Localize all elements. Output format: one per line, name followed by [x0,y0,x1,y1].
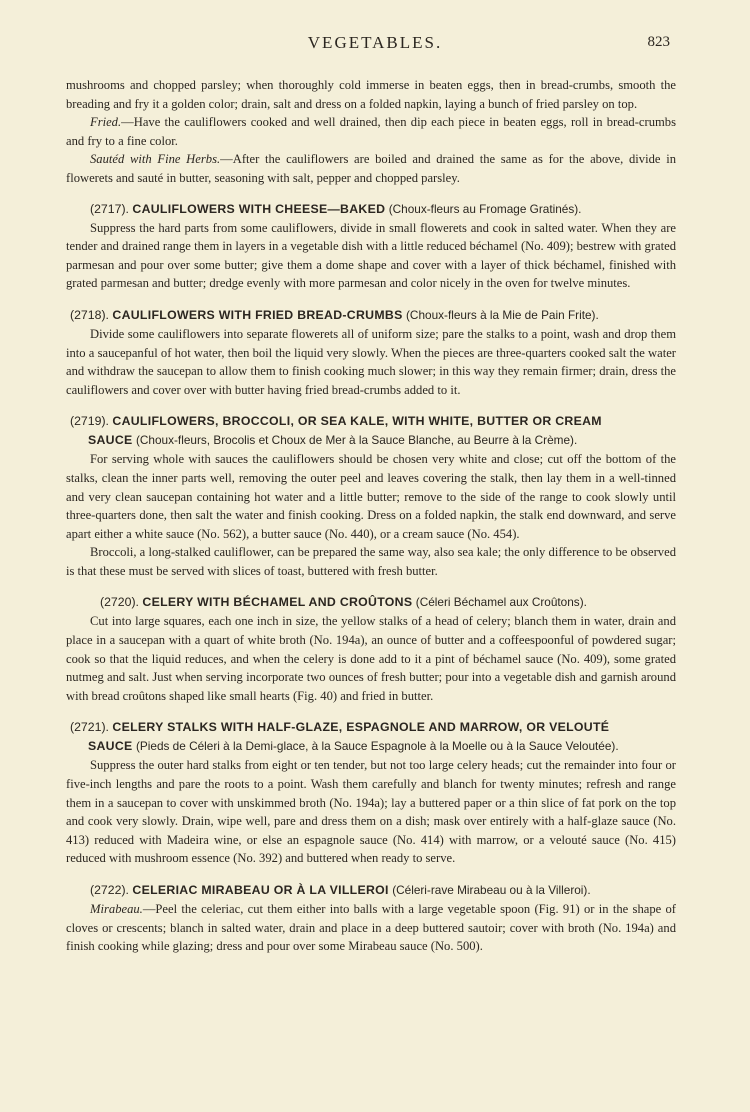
recipe-title-cont: SAUCE [88,739,133,754]
recipe-paragraph [66,900,676,956]
recipe-paragraph [66,543,676,580]
paragraph-text: Cut into large squares, each one inch in size, the yellow stalks of a head of celery; blanch them in water, drain and place in a saucepan with a quart of white broth (No. 194a), an ounce of butter and a coffeespoonful of powdered sugar; cook so that the liquid reduces, and when the celery is done add to it a pint of béchamel sauce (No. 409), some grated nutmeg and salt. Just when serving incorporate two ounces of fresh butter; pour into a vegetable dish and garnish around with bread croûtons shaped like small hearts (Fig. 40) and fried in butter. [66,614,676,703]
recipe-french-title: (Choux-fleurs à la Mie de Pain Frite). [406,307,599,322]
recipe-paragraph [66,756,676,868]
recipe-title-continuation [70,737,676,756]
paragraph-label: Fried. [90,115,122,130]
recipe-heading [66,593,676,612]
recipe-french-title: (Céleri Béchamel aux Croûtons). [415,595,587,610]
recipe-title: CAULIFLOWERS WITH FRIED BREAD-CRUMBS [112,307,403,322]
paragraph-text: Divide some cauliflowers into separate flowerets all of uniform size; pare the stalks to a point, wash and drop them into a saucepanful of hot water, then boil the liquid very slowly. When the pieces are three-quarters cooked salt the water and withdraw the saucepan to allow them to finish cooking much slower; in this way they remain firmer; drain, dress the cauliflowers and cover over with butter having fried bread-crumbs added to it. [66,326,676,397]
recipe-title: CELERY STALKS WITH HALF-GLAZE, ESPAGNOLE AND MARROW, OR VELOUTÉ [112,720,610,735]
recipe-paragraph [66,450,676,543]
paragraph-text: Broccoli, a long-stalked cauliflower, can be prepared the same way, also sea kale; the only difference to be observed is that these must be served with slices of toast, buttered with fresh butter. [66,545,676,578]
recipe-title-cont: SAUCE [88,433,133,448]
recipe-number: (2717). [90,201,129,216]
paragraph-text: —After the cauliflowers are boiled and drained the same as for the above, divide in flowerets and sauté in butter, seasoning with salt, pepper and chopped parsley. [66,152,676,185]
recipe-french-title: (Céleri-rave Mirabeau ou à la Villeroi). [392,883,591,897]
recipe-heading [66,412,676,450]
recipe-title: CELERIAC MIRABEAU OR À LA VILLEROI [132,883,389,897]
recipe-french-title: (Pieds de Céleri à la Demi-glace, à la Sauce Espagnole à la Moelle ou à la Sauce Veloutée). [135,739,619,754]
recipe-title-continuation [70,431,676,450]
paragraph-text: —Have the cauliflowers cooked and well drained, then dip each piece in beaten eggs, roll in bread-crumbs and fry to a fine color. [66,115,676,148]
recipe-heading [66,718,676,756]
recipe-heading [66,881,676,900]
paragraph-label: Sautéd with Fine Herbs. [90,152,221,167]
recipe-number: (2721). [70,720,109,735]
recipe-french-title: (Choux-fleurs au Fromage Gratinés). [388,201,582,216]
recipe-number: (2722). [90,883,129,897]
paragraph-text: —Peel the celeriac, cut them either into balls with a large vegetable spoon (Fig. 91) or in the shape of cloves or crescents; blanch in salted water, drain and place in a deep buttered sautoir; cover with broth (No. 194a) and finish cooking while glazing; dress and pour over some Mirabeau sauce (No. 500). [66,902,676,954]
page-number: 823 [647,34,670,50]
recipe-title: CELERY WITH BÉCHAMEL AND CROÛTONS [142,595,413,610]
paragraph-text: Suppress the outer hard stalks from eight or ten tender, but not too large celery heads; cut the remainder into four or five-inch lengths and pare the roots to a point. Wash them carefully and blanch for twenty minutes; refresh and range them in a saucepan to cover with unskimmed broth (No. 194a); lay a buttered paper or a thin slice of fat pork on the top and cook very slowly. Drain, wipe well, pare and dress them on a dish; mask over entirely with a half-glaze sauce (No. 413) reduced with Madeira wine, or else an espagnole sauce (No. 414) with marrow, or a velouté sauce (No. 415) reduced with mushroom essence (No. 392) and buttered when ready to serve. [66,758,676,866]
recipe-heading [66,306,676,325]
continuation-paragraph [66,76,676,113]
recipe-paragraph [66,219,676,293]
recipe-paragraph [66,612,676,705]
recipe-paragraph [66,325,676,399]
recipe-heading [66,200,676,219]
recipe-title: CAULIFLOWERS, BROCCOLI, OR SEA KALE, WITH WHITE, BUTTER OR CREAM [112,414,602,429]
continuation-paragraph [66,113,676,150]
continuation-paragraph [66,150,676,187]
recipe-number: (2720). [100,595,139,610]
recipe-title: CAULIFLOWERS WITH CHEESE—BAKED [132,201,386,216]
body-text [66,76,676,956]
recipe-number: (2718). [70,307,109,322]
recipe-french-title: (Choux-fleurs, Brocolis et Choux de Mer à la Sauce Blanche, au Beurre à la Crème). [135,433,578,448]
recipe-number: (2719). [70,414,109,429]
paragraph-text: Suppress the hard parts from some cauliflowers, divide in small flowerets and cook in salted water. When they are tender and drained range them in layers in a vegetable dish with a little reduced béchamel (No. 409); bestrew with grated parmesan and pour over some butter; give them a dome shape and cover with a layer of thick béchamel, finished with grated parmesan and butter; dredge evenly with more parmesan and color nicely in the oven for twelve minutes. [66,220,676,291]
paragraph-text: For serving whole with sauces the cauliflowers should be chosen very white and close; cut off the bottom of the stalks, clean the inner parts well, removing the outer peel and leaves covering the stalk, then lay them in a well-tinned and very clean saucepan containing hot water and a little butter; remove to the side of the range to cook slowly until three-quarters done, then salt the water and finish cooking. Dress on a folded napkin, the stalk end downward, and serve apart either a white sauce (No. 562), a butter sauce (No. 440), or a cream sauce (No. 454). [66,452,676,541]
paragraph-text: mushrooms and chopped parsley; when thoroughly cold immerse in beaten eggs, then in bread-crumbs, smooth the breading and fry it a golden color; drain, salt and dress on a folded napkin, laying a bunch of fried parsley on top. [66,78,676,111]
running-title: VEGETABLES. [307,33,443,52]
paragraph-label: Mirabeau. [90,902,143,916]
